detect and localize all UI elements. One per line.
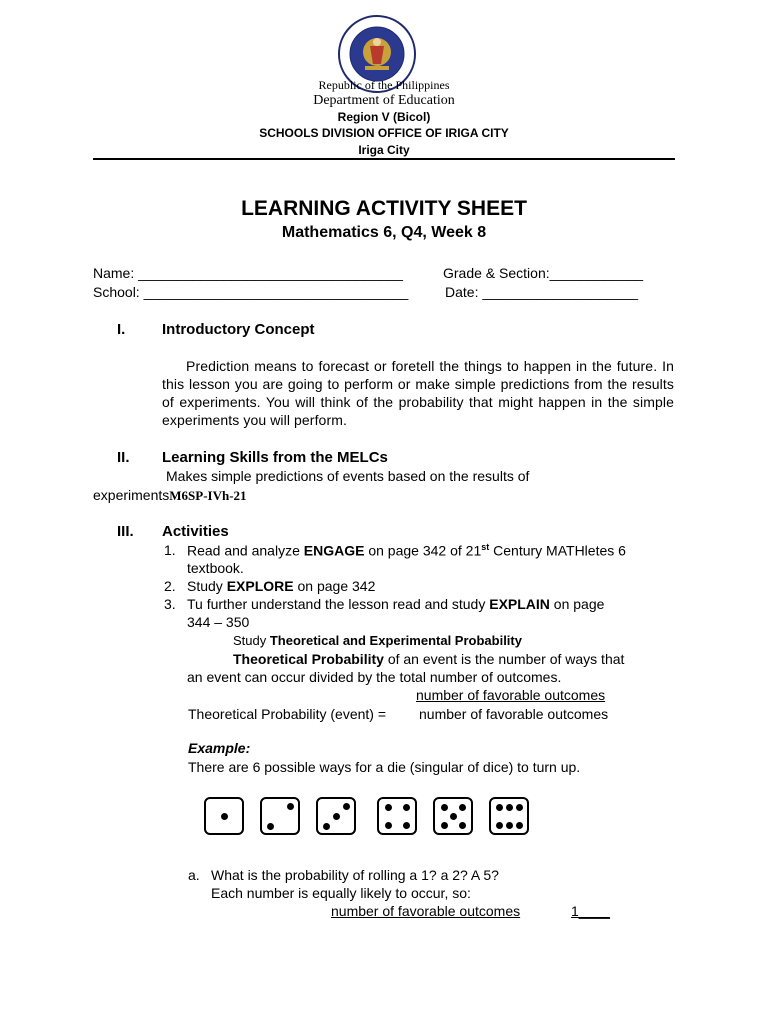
item1-text bbox=[187, 542, 626, 559]
item2-number: 2. bbox=[164, 578, 176, 594]
item2-text bbox=[187, 578, 375, 594]
section2-experiments: experiments bbox=[93, 487, 170, 503]
die-face-5-icon bbox=[433, 797, 473, 835]
school-field[interactable]: School: __________________________________ bbox=[93, 284, 409, 300]
item2-part-a: Study bbox=[187, 578, 227, 594]
die-face-2-icon bbox=[260, 797, 300, 835]
study-line bbox=[233, 633, 522, 648]
item1-part-a: Read and analyze bbox=[187, 542, 304, 559]
question-a-line2: Each number is equally likely to occur, so: bbox=[211, 885, 471, 901]
item3-text bbox=[187, 596, 604, 612]
section2-line1: Makes simple predictions of events based on the results of bbox=[166, 468, 530, 484]
item3-explain: EXPLAIN bbox=[489, 596, 550, 612]
item1-sup: st bbox=[481, 542, 490, 552]
formula-label: Theoretical Probability (event) = bbox=[188, 706, 387, 722]
section1-body: Prediction means to forecast or foretell the things to happen in the future. In this lesson you are going to perform or make simple predictions from the results of experiments. You will think of the probability that might happen in the simple experiments you will perform. bbox=[162, 358, 674, 428]
item1-part-d: Century MATHletes 6 bbox=[489, 542, 626, 559]
item2-explore: EXPLORE bbox=[226, 578, 294, 594]
item1-line2: textbook. bbox=[187, 560, 244, 576]
header-department: Department of Education bbox=[313, 93, 455, 108]
header-republic: Republic of the Philippines bbox=[318, 78, 450, 92]
item3-number: 3. bbox=[164, 596, 176, 612]
formula-denominator: number of favorable outcomes bbox=[419, 706, 609, 722]
page-title: LEARNING ACTIVITY SHEET bbox=[241, 197, 527, 220]
die-face-6-icon bbox=[489, 797, 529, 835]
die-face-4-icon bbox=[377, 797, 417, 835]
section3-number: III. bbox=[117, 523, 134, 540]
section2-number: II. bbox=[117, 449, 130, 466]
page-subtitle: Mathematics 6, Q4, Week 8 bbox=[281, 224, 487, 241]
question-a-numerator: number of favorable outcomes bbox=[331, 903, 521, 919]
name-field[interactable]: Name: __________________________________ bbox=[93, 265, 403, 281]
section1-heading: Introductory Concept bbox=[162, 321, 315, 338]
header-city: Iriga City bbox=[358, 143, 410, 157]
item3-part-c: on page bbox=[549, 596, 605, 612]
formula-numerator: number of favorable outcomes bbox=[416, 687, 606, 703]
section1-number: I. bbox=[117, 321, 126, 338]
example-label: Example: bbox=[188, 740, 251, 756]
section3-heading: Activities bbox=[162, 523, 229, 540]
header-divider bbox=[93, 158, 675, 160]
item2-part-c: on page 342 bbox=[293, 578, 376, 594]
question-a-value: 1____ bbox=[571, 903, 610, 919]
definition-line1 bbox=[233, 651, 624, 667]
item3-part-a: Tu further understand the lesson read and study bbox=[187, 596, 490, 612]
item1-number: 1. bbox=[164, 542, 176, 558]
grade-section-field[interactable]: Grade & Section:____________ bbox=[443, 265, 644, 281]
definition-text: of an event is the number of ways that bbox=[383, 651, 625, 667]
definition-term: Theoretical Probability bbox=[233, 651, 384, 667]
definition-line2: an event can occur divided by the total number of outcomes. bbox=[187, 669, 562, 685]
melc-code: M6SP-IVh-21 bbox=[169, 488, 247, 503]
study-prefix: Study bbox=[233, 633, 270, 648]
item3-pages: 344 – 350 bbox=[187, 614, 250, 630]
question-a-letter: a. bbox=[188, 867, 200, 883]
example-text: There are 6 possible ways for a die (singular of dice) to turn up. bbox=[188, 759, 581, 775]
die-face-1-icon bbox=[204, 797, 244, 835]
section2-heading: Learning Skills from the MELCs bbox=[162, 449, 388, 466]
header-region: Region V (Bicol) bbox=[337, 110, 431, 124]
header-division: SCHOOLS DIVISION OFFICE OF IRIGA CITY bbox=[259, 126, 509, 140]
question-a-text: What is the probability of rolling a 1? a 2? A 5? bbox=[211, 867, 499, 883]
item1-engage: ENGAGE bbox=[303, 542, 365, 559]
die-face-3-icon bbox=[316, 797, 356, 835]
section2-line2 bbox=[93, 487, 247, 504]
item1-part-c: on page 342 of 21 bbox=[364, 542, 482, 559]
date-field[interactable]: Date: ____________________ bbox=[445, 284, 639, 300]
study-topic: Theoretical and Experimental Probability bbox=[269, 633, 522, 648]
